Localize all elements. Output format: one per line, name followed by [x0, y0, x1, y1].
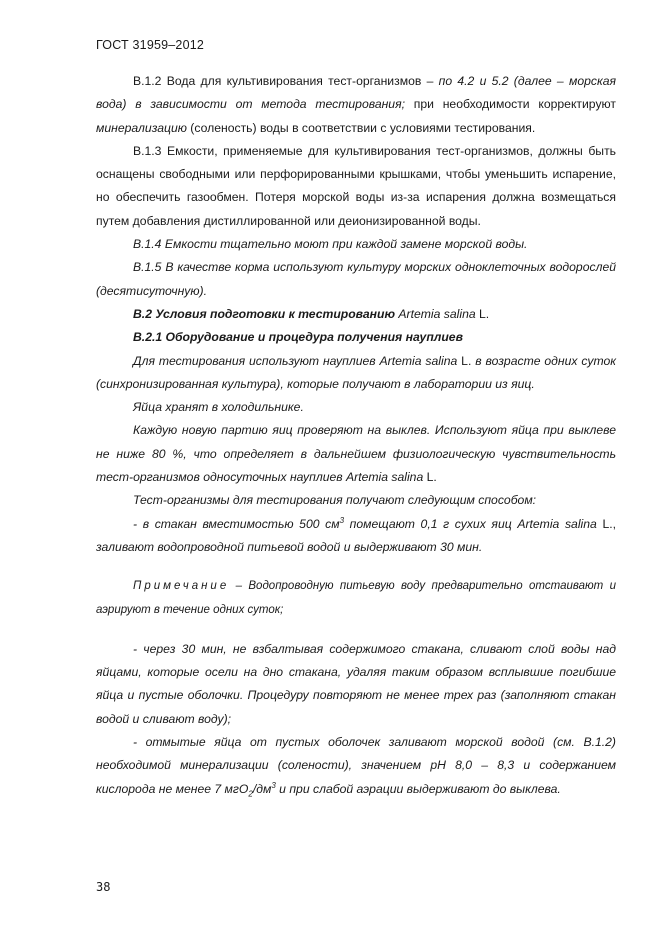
paragraph-nauplii-testing: [96, 350, 616, 397]
text-run: в возрасте одних суток (синхронизированная культура), которые получают в лаборатории из яиц.: [96, 353, 616, 391]
species-name: Artemia salina: [346, 470, 424, 485]
note-label: Примечание: [133, 580, 230, 593]
list-item-step-1: [96, 513, 616, 560]
text-run: /дм: [252, 781, 272, 796]
paragraph-b-1-2: [96, 70, 616, 140]
text-run: Для тестирования используют науплиев: [133, 353, 380, 368]
text-run: и при слабой аэрации выдерживают до выклева.: [275, 781, 561, 796]
text-run-italic: по 4.2 и 5.2 (далее – морская вода) в зависимости от метода тестирования;: [96, 74, 617, 112]
section-heading-b-2-1: В.2.1 Оборудование и процедура получения науплиев: [133, 330, 463, 345]
text-run: - отмытые яйца от пустых оболочек заливают морской водой (см. В.1.2) необходимой минерализации (солености), значением рН 8,0 – 8,3 и содержанием кислорода не менее 7 мгО: [96, 735, 616, 796]
text-run: при необходимости корректируют: [404, 97, 616, 112]
note-block: [96, 575, 616, 622]
paragraph-method-intro: Тест-организмы для тестирования получают следующим способом:: [133, 493, 537, 508]
text-run: L.: [423, 470, 437, 485]
paragraph-eggs-storage: Яйца хранят в холодильнике.: [133, 400, 304, 415]
paragraph-b-1-5: В.1.5 В качестве корма используют культуру морских одноклеточных водорослей (десятисуточную).: [96, 260, 616, 298]
text-run: L.: [457, 353, 476, 368]
paragraph-hatch-check: [96, 419, 616, 489]
text-run: (соленость) воды в соответствии с условиями тестирования.: [186, 120, 536, 135]
species-name: Artemia salina: [517, 516, 597, 531]
text-run: В.1.2 Вода для культивирования тест-организмов –: [133, 74, 439, 88]
species-name: Artemia salina: [379, 353, 458, 368]
text-run: L.: [475, 306, 490, 321]
text-run: L.,: [596, 516, 617, 531]
section-heading-b-2: [96, 303, 616, 326]
subscript: 2: [248, 789, 253, 799]
text-run-italic: минерализацию: [96, 120, 187, 135]
text-run: Каждую новую партию яиц проверяют на выклев. Используют яйца при выклеве не ниже 80 %, что определяет в дальнейшем физиологическую чувствительность тест-организмов односуточных науплиев: [96, 423, 616, 485]
text-run: помещают 0,1 г сухих яиц: [344, 516, 518, 531]
note-text: Водопроводную питьевую воду предварительно отстаивают и аэрируют в течение одних суток;: [96, 580, 616, 616]
paragraph-b-1-4: В.1.4 Емкости тщательно моют при каждой замене морской воды.: [133, 237, 528, 252]
standard-id: ГОСТ 31959–2012: [96, 38, 205, 52]
superscript: 3: [339, 515, 345, 525]
document-body: [96, 70, 616, 801]
species-name: Artemia salina: [398, 306, 476, 321]
heading-text: В.2 Условия подготовки к тестированию: [133, 306, 399, 321]
text-run: заливают водопроводной питьевой водой и выдерживают 30 мин.: [96, 539, 483, 554]
list-item-step-2: - через 30 мин, не взбалтывая содержимого стакана, сливают слой воды над яйцами, которые осели на дно стакана, удаляя таким образом всплывшие погибшие яйца и пустые оболочки. Процедуру повторяют не менее трех раз (заполняют стакан водой и сливают воду);: [96, 641, 616, 726]
document-header: [96, 38, 204, 52]
text-run: - в стакан вместимостью 500 см: [133, 516, 340, 531]
text-run: –: [229, 580, 249, 593]
page-number: 38: [96, 880, 111, 894]
list-item-step-3: [96, 731, 616, 801]
superscript: 3: [271, 780, 276, 790]
paragraph-b-1-3: В.1.3 Емкости, применяемые для культивирования тест-организмов, должны быть оснащены свободными или перфорированными крышками, чтобы уменьшить испарение, но обеспечить газообмен. Потеря морской воды из-за испарения должна возмещаться путем добавления дистиллированной или деионизированной воды.: [96, 143, 616, 228]
